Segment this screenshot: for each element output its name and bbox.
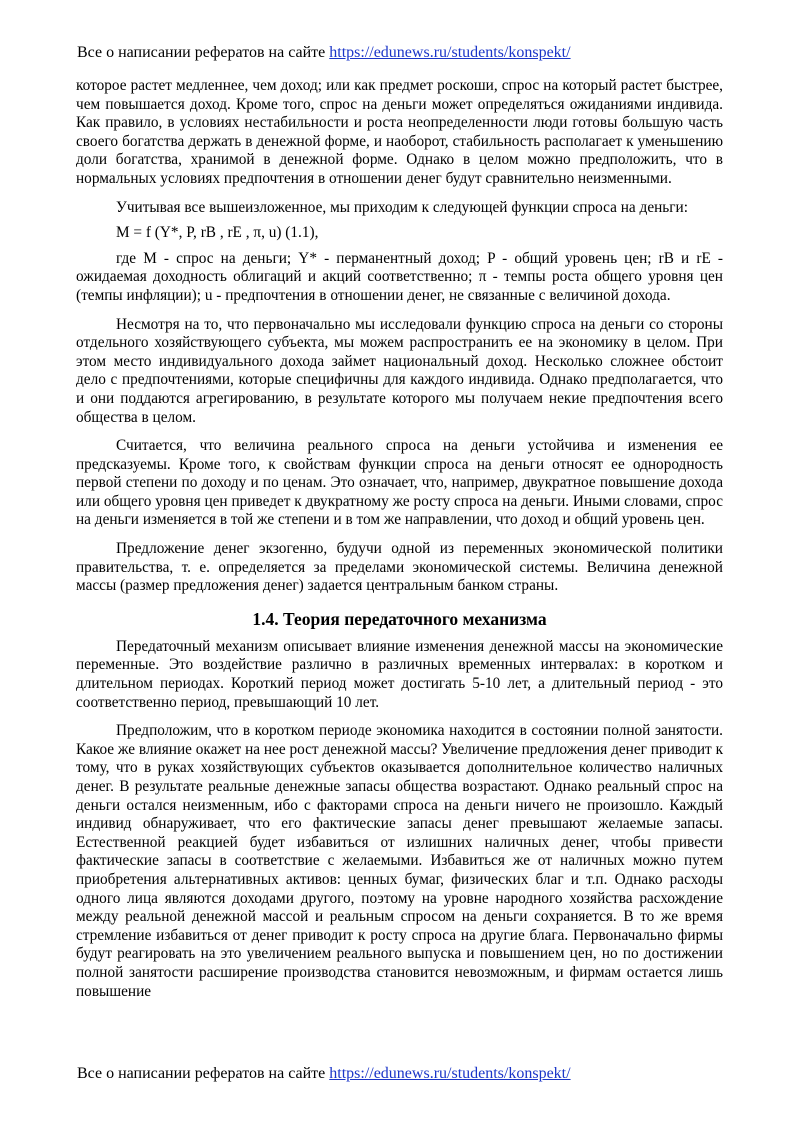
footer-text: Все о написании рефератов на сайте bbox=[77, 1065, 330, 1082]
page-footer bbox=[77, 1064, 571, 1084]
paragraph-5: Считается, что величина реального спроса на деньги устойчива и изменения ее предсказуемы. Кроме того, к свойствам функции спроса на деньги относят ее однородность первой степени по доходу и по ценам. Это означает, что, например, двукратное повышение дохода или общего уровня цен приведет к двукратному же росту спроса на деньги. Иными словами, спрос на деньги изменяется в той же степени и в том же направлении, что доход и общий уровень цен. bbox=[76, 437, 723, 529]
footer-link[interactable]: https://edunews.ru/students/konspekt/ bbox=[329, 1065, 571, 1082]
paragraph-7: Передаточный механизм описывает влияние изменения денежной массы на экономические переменные. Это воздействие различно в различных временных интервалах: в коротком и длительном периодах. Короткий период может достигать 5-10 лет, а длительный период - это соответственно период, превышающий 10 лет. bbox=[76, 637, 723, 711]
section-heading: 1.4. Теория передаточного механизма bbox=[252, 608, 547, 629]
paragraph-3: где M - спрос на деньги; Y* - перманентный доход; P - общий уровень цен; rB и rE - ожидаемая доходность облигаций и акций соответственно; π - темпы роста общего уровня цен (темпы инфляции); u - предпочтения в отношении денег, не связанные с величиной дохода. bbox=[76, 249, 723, 304]
header-text: Все о написании рефератов на сайте bbox=[77, 44, 330, 61]
paragraph-8: Предположим, что в коротком периоде экономика находится в состоянии полной занятости. Какое же влияние окажет на нее рост денежной массы? Увеличение предложения денег приводит к тому, что в руках хозяйствующих субъектов оказывается дополнительное количество наличных денег. В результате реальные денежные запасы общества возрастают. Однако реальный спрос на деньги остался неизменным, ибо с факторами спроса на деньги ничего не произошло. Каждый индивид обнаруживает, что его фактические запасы денег превышают желаемые запасы. Естественной реакцией будет избавиться от излишних наличных денег, чтобы привести фактические запасы в соответствие с желаемыми. Избавиться же от наличных можно путем приобретения альтернативных активов: ценных бумаг, физических благ и т.п. Однако расходы одного лица являются доходами другого, поэтому на уровне народного хозяйства расхождение между реальной денежной массой и реальным спросом на деньги сохраняется. В то же время стремление избавиться от денег приводит к росту спроса на другие блага. Первоначально фирмы будут реагировать на это увеличением реального выпуска и повышением цен, но по достижении полной занятости расширение производства становится невозможным, и фирмам остается лишь повышение bbox=[76, 722, 723, 1000]
paragraph-6: Предложение денег экзогенно, будучи одной из переменных экономической политики правительства, т. е. определяется за пределами экономической системы. Величина денежной массы (размер предложения денег) задается центральным банком страны. bbox=[76, 540, 723, 595]
paragraph-4: Несмотря на то, что первоначально мы исследовали функцию спроса на деньги со стороны отдельного хозяйствующего субъекта, мы можем распространить ее на экономику в целом. При этом место индивидуального дохода займет национальный доход. Несколько сложнее обстоит дело с предпочтениями, которые специфичны для каждого индивида. Однако предполагается, что и они поддаются агрегированию, в результате которого мы получаем некие предпочтения всего общества в целом. bbox=[76, 315, 723, 426]
paragraph-1: которое растет медленнее, чем доход; или как предмет роскоши, спрос на который растет быстрее, чем повышается доход. Кроме того, спрос на деньги может определяться ожиданиями индивида. Как правило, в условиях нестабильности и роста неопределенности люди готовы большую часть своего богатства держать в денежной форме, и наоборот, стабильность располагает к уменьшению доли богатства, хранимой в денежной форме. Однако в целом можно предположить, что в нормальных условиях предпочтения в отношении денег будут сравнительно неизменными. bbox=[76, 77, 723, 187]
paragraph-2: Учитывая все вышеизложенное, мы приходим к следующей функции спроса на деньги: bbox=[116, 198, 688, 216]
header-link[interactable]: https://edunews.ru/students/konspekt/ bbox=[329, 44, 571, 61]
page-header bbox=[77, 43, 571, 63]
formula: M = f (Y*, P, rB , rE , π, u) (1.1), bbox=[116, 224, 319, 242]
document-body bbox=[76, 77, 723, 1011]
